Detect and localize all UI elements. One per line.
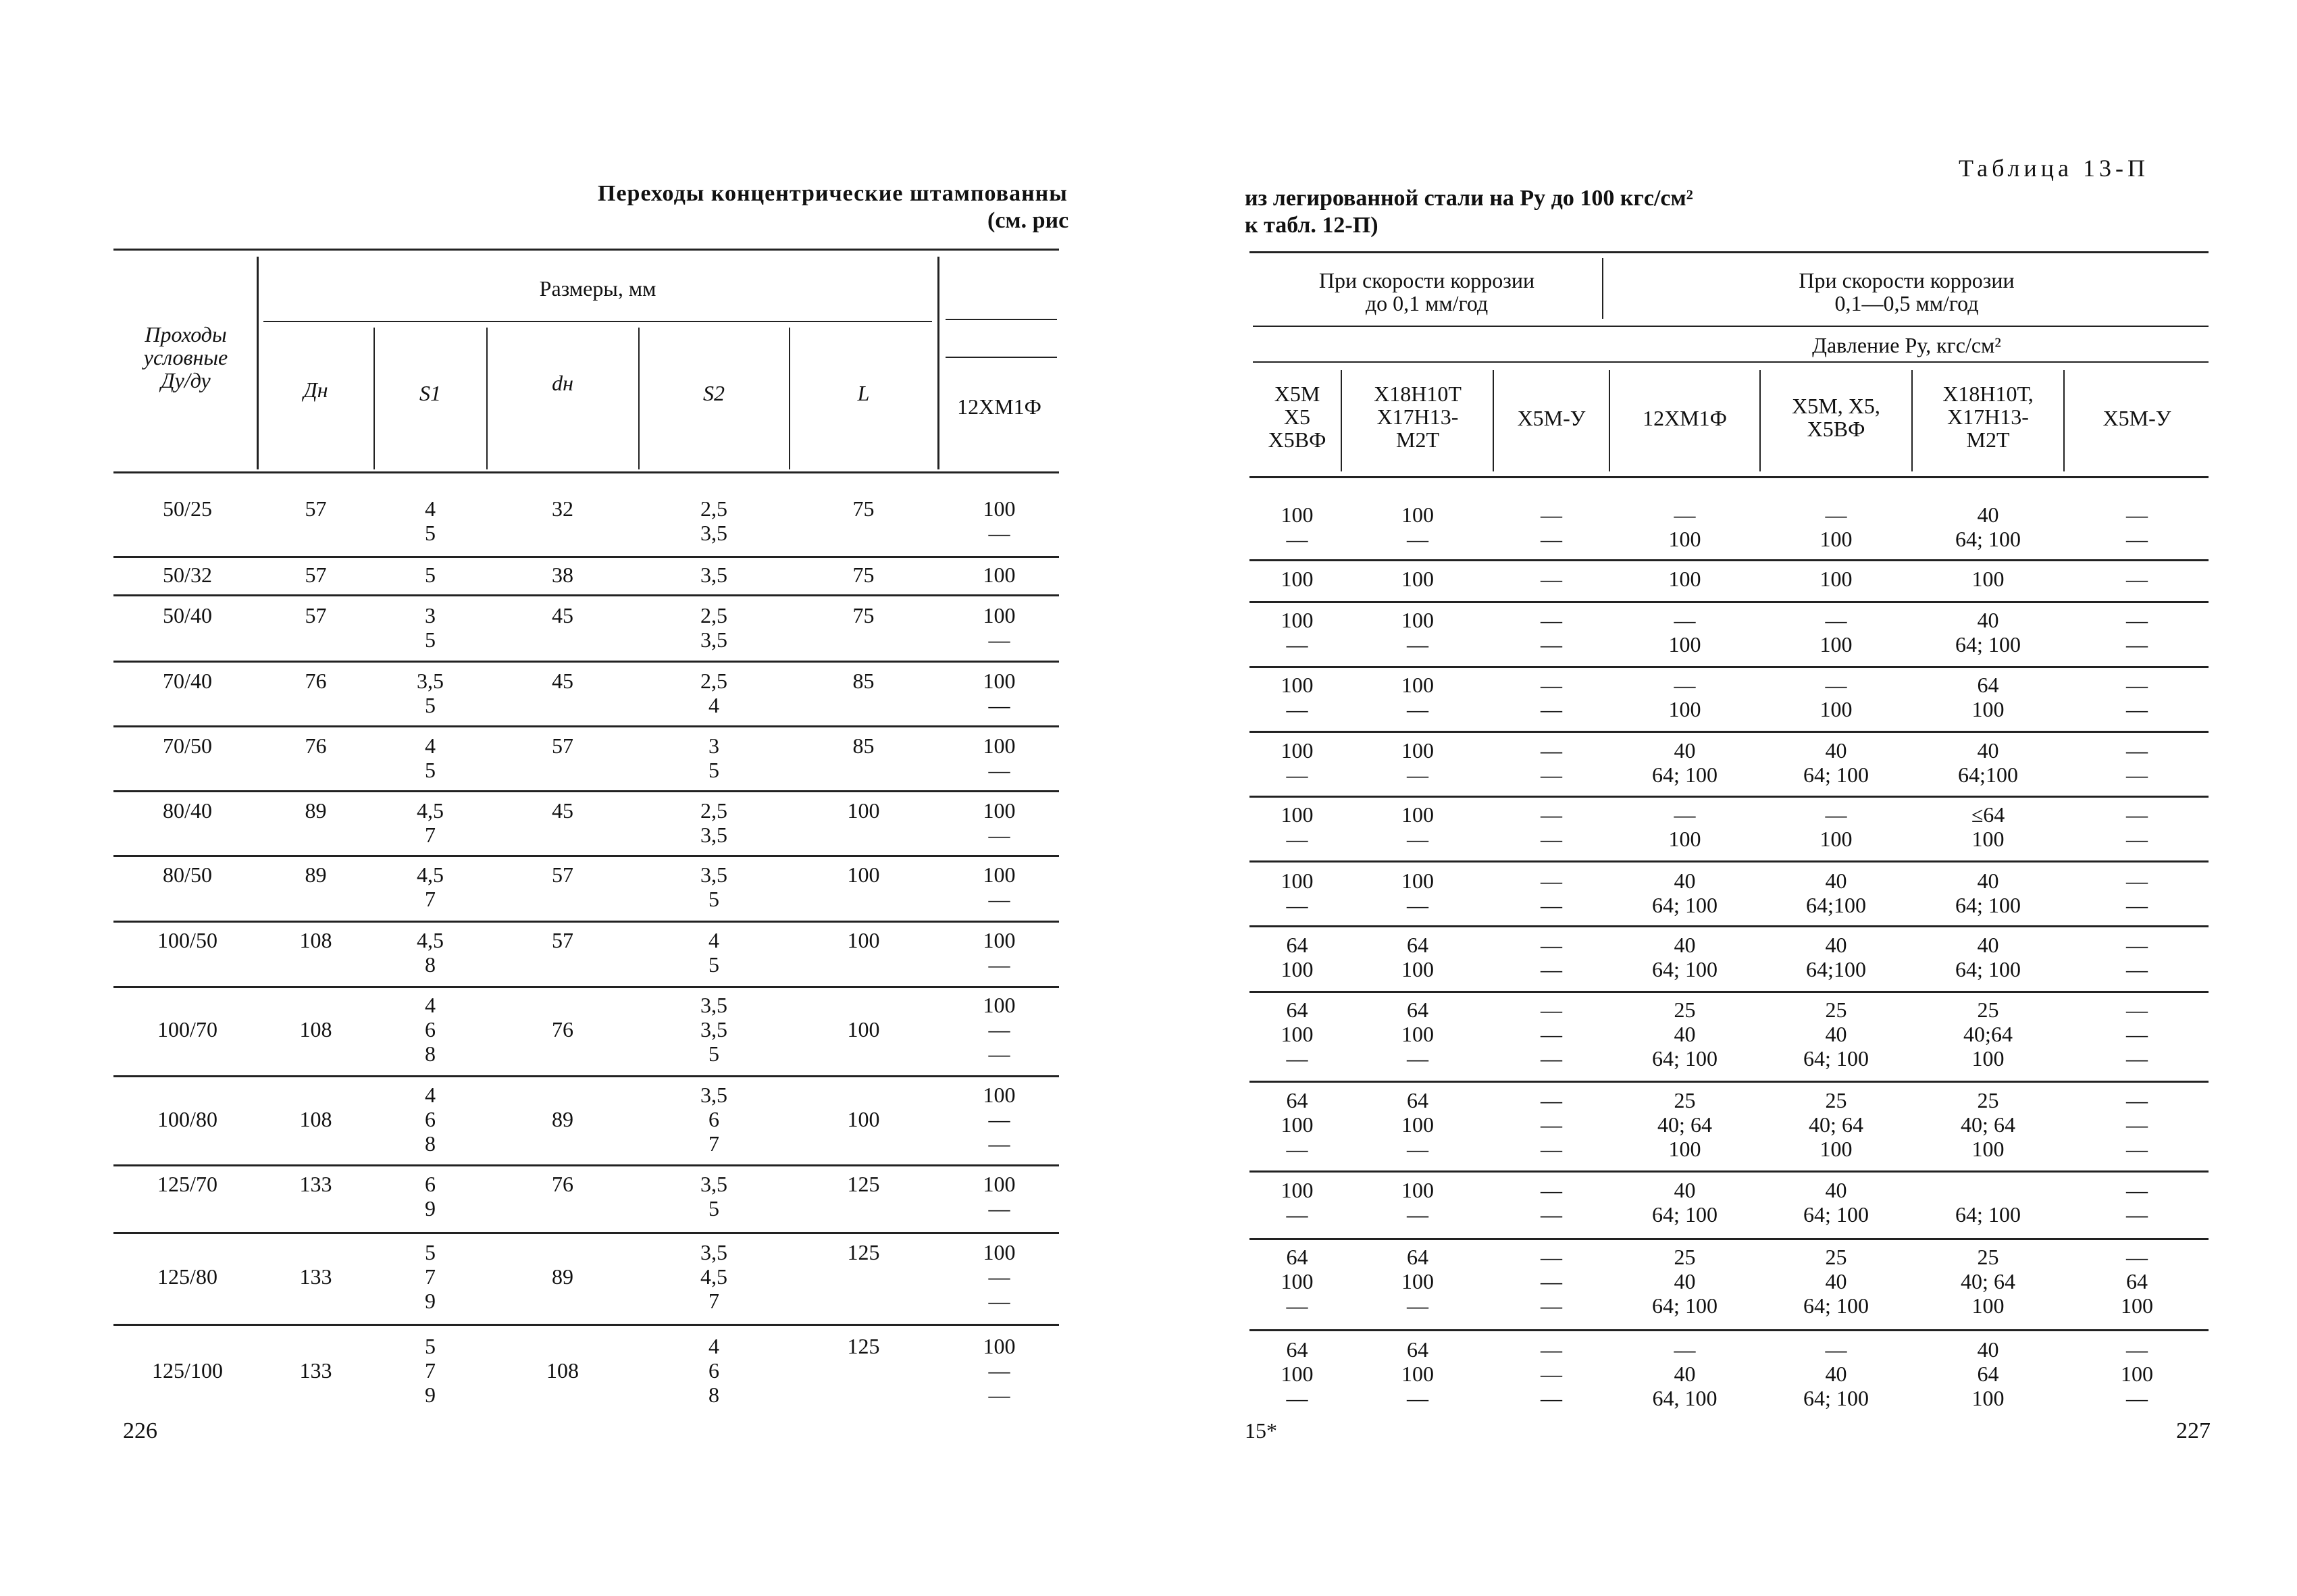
cell-Dn: 133 (299, 1358, 332, 1383)
cell-value: — — (2126, 1178, 2148, 1227)
cell-value: 100 (1401, 567, 1434, 591)
cell-dn: 89 (552, 1107, 573, 1131)
cell-L: 100 (847, 798, 880, 823)
row-divider (1249, 666, 2209, 668)
cell-pass: 70/50 (163, 733, 212, 758)
cell-value: 40 64;100 (1806, 869, 1866, 917)
cell-value: — — (2126, 673, 2148, 721)
cell-m: 100 — (983, 928, 1016, 977)
cell-m: 100 — (983, 603, 1016, 652)
cell-L: 125 (847, 1240, 880, 1264)
column-header: Х5М-У (1517, 406, 1586, 430)
cell-dn: 76 (552, 1017, 573, 1041)
cell-S2: 2,5 3,5 (700, 496, 727, 545)
cell-Dn: 108 (299, 1107, 332, 1131)
cell-value: 100 — (1281, 503, 1314, 551)
cell-S1: 3,5 5 (417, 669, 444, 717)
cell-value: 100 — (1401, 673, 1434, 721)
cell-value: 40 64;100 (1806, 933, 1866, 981)
cell-dn: 76 (552, 1172, 573, 1196)
cell-S1: 4,5 7 (417, 798, 444, 847)
row-divider (1249, 796, 2209, 798)
cell-value: — — (1541, 738, 1562, 787)
left-title-line1: Переходы концентрические штампованны (598, 181, 1068, 206)
row-divider (113, 790, 1059, 792)
cell-value: 100 (1281, 567, 1314, 591)
header-12xm1f: 12ХМ1Ф (957, 394, 1041, 419)
cell-S2: 2,5 4 (700, 669, 727, 717)
cell-value: 25 40 64; 100 (1652, 998, 1718, 1071)
cell-m: 100 — (983, 863, 1016, 911)
column-header: 12ХМ1Ф (1643, 406, 1727, 430)
cell-value: — — (2126, 933, 2148, 981)
cell-L: 75 (852, 496, 875, 521)
cell-value: — (2126, 567, 2148, 591)
row-divider (1249, 559, 2209, 561)
cell-dn: 45 (552, 798, 573, 823)
cell-value: — 100 (1668, 673, 1701, 721)
row-divider (113, 1075, 1059, 1077)
cell-L: 85 (852, 669, 875, 693)
cell-value: — — (2126, 802, 2148, 851)
cell-value: 100 (1819, 567, 1853, 591)
cell-pass: 125/100 (152, 1358, 223, 1383)
cell-value: 64 100 — (1281, 998, 1314, 1071)
cell-value: 25 40 64; 100 (1803, 998, 1869, 1071)
cell-S1: 4 5 (425, 733, 436, 782)
right-title-line1: из легированной стали на Ру до 100 кгс/см² (1245, 186, 1693, 211)
cell-value: — — — (1541, 1245, 1562, 1318)
cell-value: — 40 64; 100 (1803, 1337, 1869, 1410)
cell-value: 40 64; 100 (1955, 933, 2021, 981)
row-divider (113, 661, 1059, 663)
header-passages: Проходы условные Ду/ду (143, 322, 228, 392)
header-L: L (857, 381, 870, 405)
cell-value: 40 64; 100 (1652, 933, 1718, 981)
cell-dn: 45 (552, 603, 573, 627)
cell-pass: 50/25 (163, 496, 212, 521)
cell-S1: 4,5 8 (417, 928, 444, 977)
cell-S2: 4 6 8 (708, 1334, 719, 1407)
row-divider (113, 556, 1059, 558)
cell-S1: 4 6 8 (425, 993, 436, 1066)
row-divider (1249, 1329, 2209, 1331)
cell-Dn: 57 (305, 603, 327, 627)
row-divider (113, 1232, 1059, 1234)
cell-S1: 6 9 (425, 1172, 436, 1220)
cell-L: 100 (847, 863, 880, 887)
cell-value: — — (2126, 503, 2148, 551)
cell-m: 100 — (983, 496, 1016, 545)
cell-value: — — (2126, 869, 2148, 917)
cell-S2: 4 5 (708, 928, 719, 977)
cell-value: 64; 100 (1955, 1202, 2021, 1227)
column-header: Х5М-У (2102, 406, 2171, 430)
cell-value: — 64 100 (2121, 1245, 2153, 1318)
cell-L: 75 (852, 603, 875, 627)
cell-dn: 57 (552, 928, 573, 952)
cell-m: 100 — (983, 733, 1016, 782)
cell-L: 125 (847, 1172, 880, 1196)
row-divider (113, 921, 1059, 923)
header-pressure: Давление Ру, кгс/см² (1812, 333, 2001, 357)
cell-S1: 4,5 7 (417, 863, 444, 911)
cell-value: — — — (1541, 1337, 1562, 1410)
cell-pass: 125/70 (157, 1172, 217, 1196)
cell-dn: 57 (552, 733, 573, 758)
cell-value: 40 64 100 (1971, 1337, 2005, 1410)
cell-value: — — (2126, 608, 2148, 657)
row-divider (1249, 991, 2209, 993)
cell-value: — — (1541, 673, 1562, 721)
cell-m: 100 — (983, 669, 1016, 717)
cell-value: 100 — (1401, 608, 1434, 657)
row-divider (113, 1324, 1059, 1326)
cell-value: 64 100 (1281, 933, 1314, 981)
header-S2: S2 (703, 381, 725, 405)
cell-L: 100 (847, 928, 880, 952)
cell-value: 100 — (1401, 869, 1434, 917)
cell-m: 100 — — (983, 1083, 1016, 1156)
cell-value: 100 — (1401, 503, 1434, 551)
cell-value: — 100 (1668, 608, 1701, 657)
right-title-line2: к табл. 12-П) (1245, 213, 1378, 238)
cell-value: — (1541, 567, 1562, 591)
cell-value: — 100 (1819, 503, 1853, 551)
cell-value: — 100 (1668, 802, 1701, 851)
cell-dn: 108 (546, 1358, 579, 1383)
cell-value: 64 100 — (1281, 1245, 1314, 1318)
cell-Dn: 108 (299, 1017, 332, 1041)
cell-value: 25 40; 64 100 (1961, 1245, 2015, 1318)
footnote-mark: 15* (1245, 1418, 1277, 1443)
cell-pass: 80/40 (163, 798, 212, 823)
cell-Dn: 76 (305, 733, 327, 758)
column-header: Х18Н10Т Х17Н13- М2Т (1374, 382, 1462, 452)
cell-m: 100 — — (983, 993, 1016, 1066)
row-divider (113, 855, 1059, 857)
cell-value: 25 40 64; 100 (1803, 1245, 1869, 1318)
cell-value: — — (1541, 933, 1562, 981)
cell-S2: 3,5 (700, 563, 727, 587)
cell-S2: 3 5 (708, 733, 719, 782)
table-label: Таблица 13-П (1959, 155, 2149, 182)
cell-value: 40 64;100 (1958, 738, 2018, 787)
header-group-low-corrosion: При скорости коррозии до 0,1 мм/год (1318, 268, 1535, 315)
row-divider (1249, 1081, 2209, 1083)
cell-value: 25 40 64; 100 (1652, 1245, 1718, 1318)
cell-value: 64 100 — (1401, 1245, 1434, 1318)
row-divider (1249, 731, 2209, 733)
cell-Dn: 108 (299, 928, 332, 952)
cell-value: 40 64; 100 (1652, 869, 1718, 917)
cell-pass: 100/80 (157, 1107, 217, 1131)
header-group-high-corrosion: При скорости коррозии 0,1—0,5 мм/год (1799, 268, 2015, 315)
cell-dn: 57 (552, 863, 573, 887)
cell-value: 100 — (1401, 738, 1434, 787)
right-page-number: 227 (2176, 1418, 2211, 1443)
left-title-line2: (см. рис (987, 208, 1069, 233)
cell-S2: 3,5 4,5 7 (700, 1240, 727, 1313)
cell-Dn: 89 (305, 863, 327, 887)
cell-value: 25 40;64 100 (1963, 998, 2013, 1071)
cell-L: 85 (852, 733, 875, 758)
cell-value: 100 — (1281, 673, 1314, 721)
cell-value: 25 40; 64 100 (1657, 1088, 1712, 1161)
cell-value: — — — (2126, 998, 2148, 1071)
cell-value: 100 — (1281, 802, 1314, 851)
cell-Dn: 76 (305, 669, 327, 693)
cell-pass: 80/50 (163, 863, 212, 887)
cell-value: ≤64 100 (1971, 802, 2005, 851)
cell-S2: 2,5 3,5 (700, 603, 727, 652)
cell-value: 40 64; 100 (1803, 738, 1869, 787)
cell-S2: 3,5 3,5 5 (700, 993, 727, 1066)
cell-L: 100 (847, 1017, 880, 1041)
cell-value: 64 100 (1971, 673, 2005, 721)
cell-value: — — (2126, 738, 2148, 787)
header-S1: S1 (419, 381, 441, 405)
cell-value: 64 100 — (1401, 1337, 1434, 1410)
cell-value: 25 40; 64 100 (1809, 1088, 1863, 1161)
row-divider (113, 594, 1059, 596)
cell-Dn: 57 (305, 563, 327, 587)
cell-m: 100 — (983, 798, 1016, 847)
cell-Dn: 57 (305, 496, 327, 521)
cell-value: — 100 (1819, 608, 1853, 657)
cell-value: 100 — (1281, 738, 1314, 787)
cell-value: — — (1541, 503, 1562, 551)
cell-value: 64 100 — (1401, 998, 1434, 1071)
row-divider (1249, 925, 2209, 927)
cell-S2: 3,5 6 7 (700, 1083, 727, 1156)
cell-dn: 32 (552, 496, 573, 521)
cell-value: — — (1541, 869, 1562, 917)
cell-value: 64 100 — (1281, 1337, 1314, 1410)
cell-S1: 5 (425, 563, 436, 587)
cell-L: 125 (847, 1334, 880, 1358)
cell-value: — — — (1541, 998, 1562, 1071)
header-sizes: Размеры, мм (539, 276, 656, 301)
cell-value: — — — (2126, 1088, 2148, 1161)
cell-S1: 4 5 (425, 496, 436, 545)
cell-dn: 38 (552, 563, 573, 587)
cell-dn: 45 (552, 669, 573, 693)
row-divider (1249, 860, 2209, 863)
cell-Dn: 89 (305, 798, 327, 823)
cell-S2: 2,5 3,5 (700, 798, 727, 847)
cell-value: 100 — (1281, 608, 1314, 657)
cell-value: — 100 (1668, 503, 1701, 551)
cell-value: 40 64; 100 (1803, 1178, 1869, 1227)
row-divider (113, 986, 1059, 988)
cell-value: 25 40; 64 100 (1961, 1088, 2015, 1161)
cell-pass: 70/40 (163, 669, 212, 693)
row-divider (1249, 601, 2209, 603)
cell-value: 100 — (1281, 869, 1314, 917)
cell-value: 100 (1668, 567, 1701, 591)
cell-pass: 100/70 (157, 1017, 217, 1041)
cell-value: 40 64; 100 (1955, 608, 2021, 657)
row-divider (113, 725, 1059, 727)
cell-pass: 100/50 (157, 928, 217, 952)
cell-value: — — (1541, 802, 1562, 851)
cell-S1: 5 7 9 (425, 1334, 436, 1407)
column-header: Х5М, Х5, Х5ВФ (1792, 394, 1880, 441)
cell-m: 100 — (983, 1172, 1016, 1220)
cell-pass: 50/40 (163, 603, 212, 627)
cell-value: — — — (1541, 1088, 1562, 1161)
row-divider (1249, 1170, 2209, 1173)
cell-L: 75 (852, 563, 875, 587)
cell-S1: 3 5 (425, 603, 436, 652)
cell-dn: 89 (552, 1264, 573, 1289)
column-header: Х18Н10Т, Х17Н13- М2Т (1942, 382, 2034, 452)
cell-L: 100 (847, 1107, 880, 1131)
header-Dn: Дн (303, 378, 328, 402)
cell-value: 40 64; 100 (1652, 1178, 1718, 1227)
cell-pass: 50/32 (163, 563, 212, 587)
column-header: Х5М Х5 Х5ВФ (1268, 382, 1326, 452)
cell-m: 100 (983, 563, 1016, 587)
cell-value: 64 100 — (1401, 1088, 1434, 1161)
cell-value: — — (1541, 1178, 1562, 1227)
cell-m: 100 — — (983, 1240, 1016, 1313)
cell-S1: 4 6 8 (425, 1083, 436, 1156)
cell-value: — — (1541, 608, 1562, 657)
cell-value: 100 — (1281, 1178, 1314, 1227)
cell-Dn: 133 (299, 1172, 332, 1196)
left-page-number: 226 (123, 1418, 157, 1443)
cell-value: 64 100 — (1281, 1088, 1314, 1161)
cell-value: — 100 (1819, 802, 1853, 851)
cell-value: — 40 64, 100 (1652, 1337, 1718, 1410)
cell-Dn: 133 (299, 1264, 332, 1289)
cell-value: 64 100 (1401, 933, 1434, 981)
cell-S2: 3,5 5 (700, 863, 727, 911)
row-divider (1249, 1238, 2209, 1240)
cell-value: 100 (1971, 567, 2005, 591)
cell-value: 40 64; 100 (1955, 869, 2021, 917)
cell-value: 40 64; 100 (1955, 503, 2021, 551)
cell-S2: 3,5 5 (700, 1172, 727, 1220)
cell-m: 100 — — (983, 1334, 1016, 1407)
cell-value: — 100 (1819, 673, 1853, 721)
cell-pass: 125/80 (157, 1264, 217, 1289)
cell-value: 100 — (1401, 1178, 1434, 1227)
cell-value: — 100 — (2121, 1337, 2153, 1410)
row-divider (113, 1164, 1059, 1166)
cell-value: 100 — (1401, 802, 1434, 851)
header-dn: dн (552, 371, 573, 395)
cell-S1: 5 7 9 (425, 1240, 436, 1313)
cell-value: 40 64; 100 (1652, 738, 1718, 787)
